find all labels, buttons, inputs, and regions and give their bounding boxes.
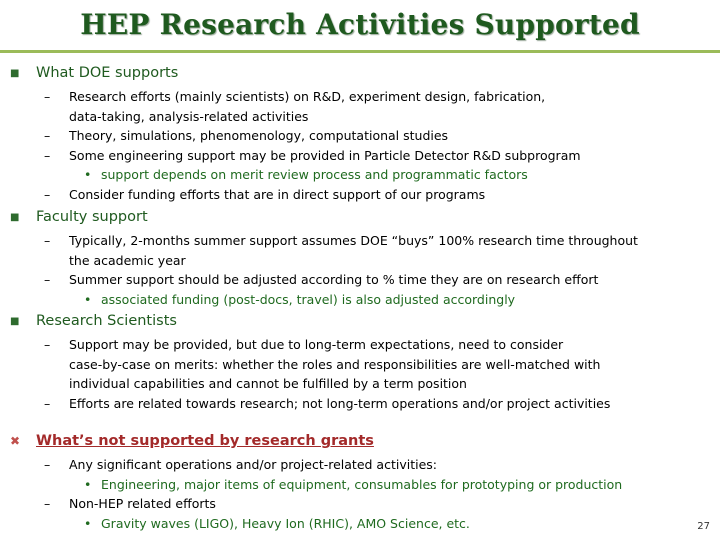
dot-bullet-icon: •: [84, 167, 92, 182]
item-text: Typically, 2-months summer support assumes DOE “buys” 100% research time throughout: [69, 233, 638, 248]
section-heading-row: [0, 313, 720, 335]
item-text: Any significant operations and/or project-related activities:: [69, 457, 437, 472]
sub-list-item: [0, 290, 720, 310]
dash-bullet-icon: –: [44, 395, 51, 411]
dash-bullet-icon: –: [44, 496, 51, 511]
square-bullet-icon: ■: [10, 212, 20, 223]
list-item: [0, 185, 720, 205]
list-item: [0, 335, 720, 355]
sub-list-item: [0, 514, 720, 534]
list-item: [0, 126, 720, 146]
item-text: Some engineering support may be provided in Particle Detector R&D subprogram: [69, 147, 581, 163]
dash-bullet-icon: –: [44, 233, 51, 248]
item-text: Efforts are related towards research; not long-term operations and/or project activities: [69, 395, 611, 411]
section-not-supported: [0, 433, 720, 533]
dash-bullet-icon: –: [44, 272, 51, 287]
dot-bullet-icon: •: [84, 515, 92, 531]
section-heading: What’s not supported by research grants: [36, 433, 374, 449]
sub-item-text: support depends on merit review process and programmatic factors: [101, 167, 528, 182]
dash-bullet-icon: –: [44, 337, 51, 352]
section-heading-row: [0, 433, 720, 455]
list-item: [0, 494, 720, 514]
section-heading-row: [0, 209, 720, 231]
list-item-continuation: [0, 374, 720, 394]
dot-bullet-icon: •: [84, 291, 92, 307]
item-text: data-taking, analysis-related activities: [69, 108, 309, 124]
item-text: Theory, simulations, phenomenology, computational studies: [69, 128, 449, 143]
list-item: [0, 87, 720, 107]
section-heading-row: [0, 65, 720, 87]
dash-bullet-icon: –: [44, 186, 51, 202]
x-bullet-icon: ✖: [10, 434, 21, 448]
item-text: individual capabilities and cannot be fulfilled by a term position: [69, 376, 467, 391]
item-text: case-by-case on merits: whether the roles and responsibilities are well-matched with: [69, 356, 601, 372]
item-text: Research efforts (mainly scientists) on R&D, experiment design, fabrication,: [69, 89, 546, 104]
slide-title: HEP Research Activities Supported: [80, 8, 640, 41]
section-what-doe-supports: [0, 65, 720, 204]
section-heading: Faculty support: [36, 209, 148, 225]
section-heading: Research Scientists: [36, 313, 177, 329]
list-item-continuation: [0, 251, 720, 271]
item-text: Summer support should be adjusted according to % time they are on research effort: [69, 272, 599, 287]
square-bullet-icon: ■: [10, 68, 20, 79]
list-item-continuation: [0, 355, 720, 375]
item-text: Support may be provided, but due to long-term expectations, need to consider: [69, 337, 564, 352]
section-research-scientists: [0, 313, 720, 413]
list-item: [0, 146, 720, 166]
section-faculty-support: [0, 209, 720, 309]
list-item: [0, 231, 720, 251]
list-item-continuation: [0, 107, 720, 127]
dot-bullet-icon: •: [84, 476, 92, 492]
sub-list-item: [0, 165, 720, 185]
item-text: the academic year: [69, 252, 186, 268]
sub-item-text: associated funding (post-docs, travel) is also adjusted accordingly: [101, 291, 516, 307]
item-text: Consider funding efforts that are in direct support of our programs: [69, 186, 486, 202]
square-bullet-icon: ■: [10, 316, 20, 327]
dash-bullet-icon: –: [44, 89, 51, 104]
list-item: [0, 455, 720, 475]
section-heading: What DOE supports: [36, 65, 179, 81]
sub-item-text: Engineering, major items of equipment, consumables for prototyping or production: [101, 476, 623, 492]
title-divider: [0, 50, 720, 53]
sub-item-text: Gravity waves (LIGO), Heavy Ion (RHIC), AMO Science, etc.: [101, 515, 470, 531]
list-item: [0, 270, 720, 290]
page-number: 27: [697, 521, 710, 532]
list-item: [0, 394, 720, 414]
dash-bullet-icon: –: [44, 147, 51, 163]
dash-bullet-icon: –: [44, 128, 51, 143]
item-text: Non-HEP related efforts: [69, 496, 216, 511]
dash-bullet-icon: –: [44, 457, 51, 472]
sub-list-item: [0, 475, 720, 495]
